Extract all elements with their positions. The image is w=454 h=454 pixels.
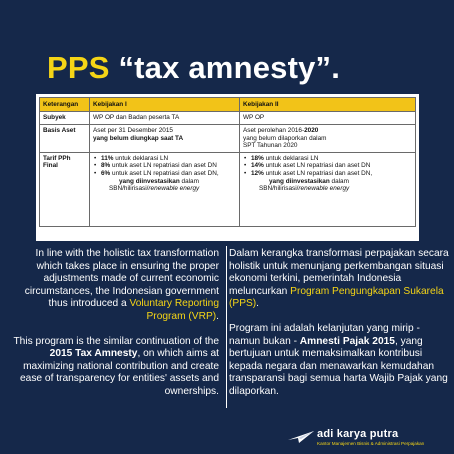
table-row-basis-aset — [40, 125, 416, 153]
rate-cont2-italic: renewable energy — [148, 185, 200, 193]
en-p2-text: This program is the similar continuation of the — [13, 335, 219, 347]
basis-k2-line2: yang belum dilaporkan dalam — [243, 134, 327, 142]
indonesian-paragraph-2 — [229, 323, 451, 398]
cell-tarif-k2 — [240, 152, 416, 226]
en-p1-end: . — [216, 310, 219, 322]
row-label-basis-aset: Basis Aset — [40, 125, 90, 153]
list-item — [93, 170, 236, 193]
tarif-label-line1: Tarif PPh — [43, 154, 71, 162]
basis-k2-line1-bold: 2020 — [304, 127, 319, 134]
rate-value: 11% — [101, 154, 114, 162]
rate-cont2-italic: renewable energy — [298, 185, 350, 193]
id-p2-bold: Amnesti Pajak 2015 — [299, 335, 395, 347]
rate-cont2-pre: SBN/hilirisasi/ — [109, 185, 149, 193]
id-p2-text: Program ini adalah kelanjutan yang mirip - namun bukan - — [229, 323, 420, 347]
id-p1-highlight: Program Pengungkapan Sukarela (PPS) — [229, 285, 444, 309]
basis-k1-line1: Aset per 31 Desember 2015 — [93, 127, 173, 134]
rate-text: untuk aset LN repatriasi dan aset DN — [110, 162, 217, 170]
brand-name: adi karya putra — [317, 428, 399, 440]
rate-text: untuk aset LN repatriasi dan aset DN, — [110, 169, 219, 177]
rate-continuation — [101, 178, 236, 186]
basis-k2-line1-pre: Aset perolehan 2016- — [243, 127, 305, 134]
policy-table-card — [36, 94, 419, 241]
table-header-row — [40, 98, 416, 112]
row-label-tarif — [40, 152, 90, 226]
rate-text: untuk deklarasi LN — [113, 154, 169, 162]
rates-list-k2 — [243, 155, 412, 193]
rate-cont2-pre: SBN/hilirisasi/ — [259, 185, 299, 193]
cell-basis-k1 — [90, 125, 240, 153]
basis-k2-line3: SPT Tahunan 2020 — [243, 142, 298, 150]
list-item — [243, 162, 412, 170]
header-keterangan: Keterangan — [40, 98, 90, 112]
rate-value: 12% — [251, 169, 264, 177]
cell-tarif-k1 — [90, 152, 240, 226]
rate-value: 14% — [251, 162, 264, 170]
en-p1-highlight: Voluntary Reporting Program (VRP) — [129, 298, 219, 322]
english-paragraph-2 — [8, 336, 219, 399]
english-column — [8, 248, 219, 411]
tarif-label-line2: Final — [43, 162, 58, 170]
rate-cont-text: dalam — [179, 177, 199, 185]
rate-continuation-2 — [251, 185, 412, 193]
list-item — [93, 155, 236, 163]
rate-text: untuk aset LN repatriasi dan aset DN — [263, 162, 371, 170]
headline — [47, 50, 340, 86]
list-item — [243, 155, 412, 163]
column-divider — [226, 246, 227, 408]
basis-k1-line2: yang belum diungkap saat TA — [93, 134, 184, 142]
indonesian-column — [229, 248, 451, 411]
list-item — [93, 162, 236, 170]
cell-basis-k2 — [240, 125, 416, 153]
id-p1-text: Dalam kerangka transformasi perpajakan secara holistik untuk menunjang perkembangan situasi ekonomi terkini, pemerintah Indonesia meluncurkan — [229, 248, 449, 297]
rate-text: untuk deklarasi LN — [263, 154, 319, 162]
id-p2-end: , yang bertujuan untuk memaksimalkan kontribusi kepada negara dan menawarkan kemudahan transparansi bagi semua harta Wajib Pajak yang dilaporkan. — [229, 335, 448, 397]
headline-rest: “tax amnesty”. — [109, 50, 341, 85]
rate-continuation — [251, 178, 412, 186]
rate-cont-bold: yang diinvestasikan — [119, 177, 180, 185]
rates-list-k1 — [93, 155, 236, 193]
header-kebijakan-1: Kebijakan I — [90, 98, 240, 112]
headline-accent: PPS — [47, 50, 110, 85]
rate-value: 8% — [101, 162, 111, 170]
table-row-tarif — [40, 152, 416, 226]
list-item — [243, 170, 412, 193]
rate-cont-bold: yang diinvestasikan — [269, 177, 330, 185]
english-paragraph-1 — [8, 248, 219, 323]
row-label-subyek: Subyek — [40, 112, 90, 125]
indonesian-paragraph-1 — [229, 248, 451, 311]
rate-continuation-2 — [101, 185, 236, 193]
paper-plane-icon — [287, 430, 315, 444]
cell-subyek-k2: WP OP — [240, 112, 416, 125]
rate-cont-text: dalam — [329, 177, 349, 185]
policy-table — [39, 97, 416, 227]
en-p1-text: In line with the holistic tax transformation which takes place in ensuring the proper adjustments made of current economic circumstances, the Indonesian government thus introduced a — [24, 248, 219, 309]
brand-tagline: Kantor Manajemen Bisnis & Administrasi Perpajakan — [317, 441, 425, 446]
en-p2-bold: 2015 Tax Amnesty — [49, 348, 138, 359]
id-p1-end: . — [256, 298, 260, 309]
en-p2-end: , on which aims at maximizing national contribution and create ease of transparency for entities' assets and ownerships. — [19, 348, 219, 397]
cell-subyek-k1: WP OP dan Badan peserta TA — [90, 112, 240, 125]
rate-value: 6% — [101, 169, 111, 177]
table-row-subyek — [40, 112, 416, 125]
rate-text: untuk aset LN repatriasi dan aset DN, — [263, 169, 373, 177]
header-kebijakan-2: Kebijakan II — [240, 98, 416, 112]
brand-logo — [287, 428, 452, 450]
rate-value: 18% — [251, 154, 264, 162]
